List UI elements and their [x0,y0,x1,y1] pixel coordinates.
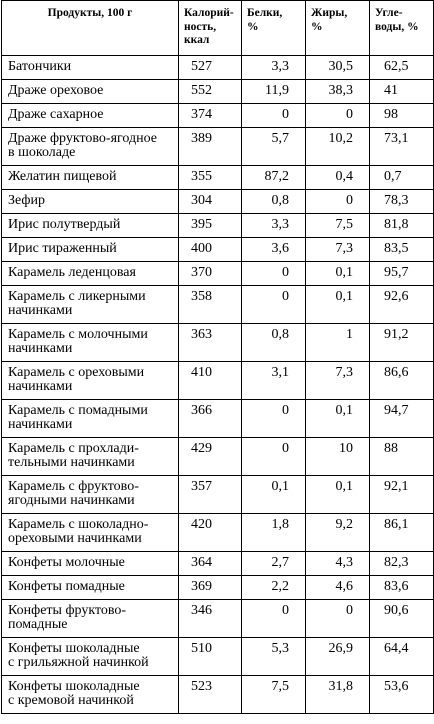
fat-cell: 0 [306,190,370,214]
carbs-cell: 95,7 [370,262,434,286]
nutrition-table [1,0,434,714]
calories-cell: 357 [179,476,242,514]
fat-cell: 26,9 [306,638,370,676]
table-row [2,56,434,80]
product-name-cell: Конфеты молочные [2,552,179,576]
header-fat: Жиры, % [306,1,370,56]
table-row [2,476,434,514]
header-row [2,1,434,56]
fat-cell: 7,3 [306,362,370,400]
fat-cell: 10,2 [306,128,370,166]
calories-cell: 304 [179,190,242,214]
calories-cell: 369 [179,576,242,600]
carbs-cell: 62,5 [370,56,434,80]
fat-cell: 38,3 [306,80,370,104]
protein-cell: 3,3 [242,214,306,238]
product-name-cell: Карамель с молочными начинками [2,324,179,362]
product-name-cell: Карамель с помадными начинками [2,400,179,438]
protein-cell: 11,9 [242,80,306,104]
protein-cell: 0 [242,600,306,638]
product-name-cell: Драже фруктово-ягодное в шоколаде [2,128,179,166]
fat-cell: 0,1 [306,476,370,514]
protein-cell: 0,8 [242,190,306,214]
carbs-cell: 90,6 [370,600,434,638]
table-row [2,600,434,638]
carbs-cell: 41 [370,80,434,104]
carbs-cell: 73,1 [370,128,434,166]
protein-cell: 0 [242,262,306,286]
calories-cell: 366 [179,400,242,438]
product-name-cell: Драже сахарное [2,104,179,128]
table-row [2,80,434,104]
product-name-cell: Желатин пищевой [2,166,179,190]
table-row [2,438,434,476]
calories-cell: 523 [179,676,242,714]
protein-cell: 0 [242,438,306,476]
calories-cell: 358 [179,286,242,324]
fat-cell: 0,1 [306,400,370,438]
product-name-cell: Карамель с фруктово- ягодными начинками [2,476,179,514]
fat-cell: 0 [306,600,370,638]
fat-cell: 0 [306,104,370,128]
protein-cell: 5,7 [242,128,306,166]
calories-cell: 374 [179,104,242,128]
table-row [2,286,434,324]
table-row [2,262,434,286]
calories-cell: 552 [179,80,242,104]
table-row [2,190,434,214]
calories-cell: 370 [179,262,242,286]
protein-cell: 0,1 [242,476,306,514]
product-name-cell: Ирис тираженный [2,238,179,262]
protein-cell: 7,5 [242,676,306,714]
fat-cell: 0,1 [306,262,370,286]
fat-cell: 1 [306,324,370,362]
carbs-cell: 82,3 [370,552,434,576]
calories-cell: 420 [179,514,242,552]
table-row [2,676,434,714]
product-name-cell: Конфеты шоколадные с кремовой начинкой [2,676,179,714]
table-row [2,362,434,400]
fat-cell: 9,2 [306,514,370,552]
calories-cell: 510 [179,638,242,676]
calories-cell: 389 [179,128,242,166]
protein-cell: 2,2 [242,576,306,600]
protein-cell: 2,7 [242,552,306,576]
fat-cell: 31,8 [306,676,370,714]
calories-cell: 355 [179,166,242,190]
carbs-cell: 0,7 [370,166,434,190]
calories-cell: 410 [179,362,242,400]
calories-cell: 395 [179,214,242,238]
header-product: Продукты, 100 г [2,1,179,56]
table-row [2,128,434,166]
fat-cell: 7,3 [306,238,370,262]
product-name-cell: Карамель с прохлади- тельными начинками [2,438,179,476]
calories-cell: 363 [179,324,242,362]
protein-cell: 0 [242,104,306,128]
carbs-cell: 92,1 [370,476,434,514]
calories-cell: 346 [179,600,242,638]
table-row [2,514,434,552]
fat-cell: 30,5 [306,56,370,80]
table-row [2,238,434,262]
product-name-cell: Батончики [2,56,179,80]
protein-cell: 3,3 [242,56,306,80]
protein-cell: 0 [242,286,306,324]
carbs-cell: 91,2 [370,324,434,362]
table-row [2,552,434,576]
table-row [2,638,434,676]
protein-cell: 5,3 [242,638,306,676]
table-header [2,1,434,56]
product-name-cell: Карамель леденцовая [2,262,179,286]
protein-cell: 87,2 [242,166,306,190]
table-row [2,400,434,438]
carbs-cell: 53,6 [370,676,434,714]
header-protein: Белки, % [242,1,306,56]
protein-cell: 0,8 [242,324,306,362]
protein-cell: 3,1 [242,362,306,400]
product-name-cell: Конфеты фруктово- помадные [2,600,179,638]
table-row [2,104,434,128]
table-row [2,166,434,190]
fat-cell: 0,1 [306,286,370,324]
carbs-cell: 94,7 [370,400,434,438]
product-name-cell: Карамель с шоколадно- ореховыми начинками [2,514,179,552]
table-row [2,214,434,238]
table-body [2,56,434,714]
header-carbs: Угле- воды, % [370,1,434,56]
fat-cell: 7,5 [306,214,370,238]
carbs-cell: 86,1 [370,514,434,552]
carbs-cell: 64,4 [370,638,434,676]
table-row [2,324,434,362]
fat-cell: 4,6 [306,576,370,600]
carbs-cell: 98 [370,104,434,128]
product-name-cell: Карамель с ореховыми начинками [2,362,179,400]
carbs-cell: 83,5 [370,238,434,262]
product-name-cell: Ирис полутвердый [2,214,179,238]
calories-cell: 429 [179,438,242,476]
fat-cell: 4,3 [306,552,370,576]
product-name-cell: Конфеты шоколадные с грильяжной начинкой [2,638,179,676]
product-name-cell: Конфеты помадные [2,576,179,600]
product-name-cell: Карамель с ликерными начинками [2,286,179,324]
carbs-cell: 81,8 [370,214,434,238]
calories-cell: 527 [179,56,242,80]
fat-cell: 0,4 [306,166,370,190]
calories-cell: 400 [179,238,242,262]
product-name-cell: Зефир [2,190,179,214]
carbs-cell: 92,6 [370,286,434,324]
carbs-cell: 83,6 [370,576,434,600]
carbs-cell: 86,6 [370,362,434,400]
calories-cell: 364 [179,552,242,576]
protein-cell: 1,8 [242,514,306,552]
header-calories: Калорий- ность, ккал [179,1,242,56]
table-row [2,576,434,600]
product-name-cell: Драже ореховое [2,80,179,104]
protein-cell: 0 [242,400,306,438]
fat-cell: 10 [306,438,370,476]
carbs-cell: 78,3 [370,190,434,214]
carbs-cell: 88 [370,438,434,476]
protein-cell: 3,6 [242,238,306,262]
